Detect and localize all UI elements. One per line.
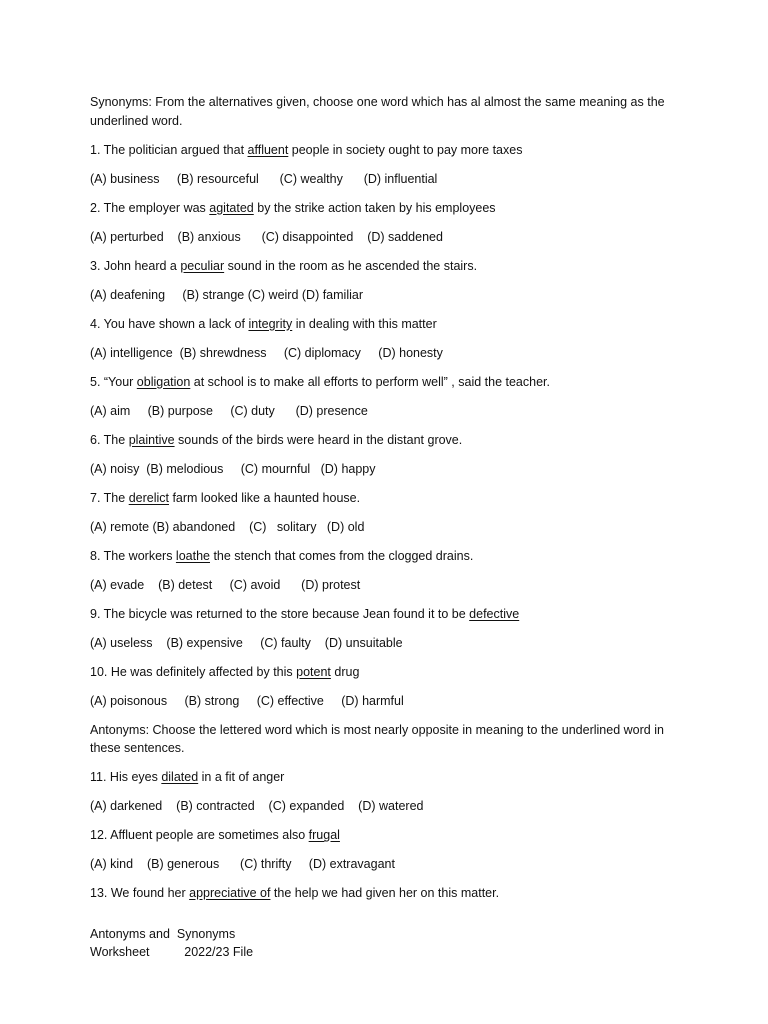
underlined-word: frugal	[308, 828, 340, 842]
footer-line-2: Worksheet 2022/23 File	[90, 945, 254, 959]
question-text: in a fit of anger	[198, 770, 285, 784]
question-text: sounds of the birds were heard in the distant grove.	[174, 432, 463, 447]
underlined-word: defective	[469, 606, 520, 621]
underlined-word: agitated	[209, 200, 254, 215]
question-4	[90, 315, 680, 334]
options-12: (A) kind (B) generous (C) thrifty (D) extravagant	[90, 857, 395, 871]
question-11	[90, 768, 680, 787]
footer-line-1: Antonyms and Synonyms	[90, 927, 236, 941]
question-text: 8. The workers	[90, 548, 176, 563]
question-text: 6. The	[90, 432, 129, 447]
question-text: 7. The	[90, 490, 129, 505]
question-text: 2. The employer was	[90, 200, 210, 215]
question-13	[90, 884, 680, 903]
options-10: (A) poisonous (B) strong (C) effective (D) harmful	[90, 693, 404, 708]
question-text: sound in the room as he ascended the stairs.	[224, 258, 478, 273]
question-text: 3. John heard a	[90, 258, 181, 273]
question-9	[90, 605, 680, 624]
worksheet-body	[90, 93, 680, 913]
antonyms-instructions: Antonyms: Choose the lettered word which is most nearly opposite in meaning to the underlined word in these sentences.	[90, 722, 664, 755]
question-text: 10. He was definitely affected by this	[90, 664, 297, 679]
question-text: 9. The bicycle was returned to the store because Jean found it to be	[90, 606, 470, 621]
question-text: 1. The politician argued that	[90, 142, 248, 157]
question-text: 13. We found her	[90, 886, 190, 900]
question-text: the help we had given her on this matter.	[270, 886, 500, 900]
options-9: (A) useless (B) expensive (C) faulty (D) unsuitable	[90, 635, 403, 650]
underlined-word: potent	[296, 664, 331, 679]
underlined-word: dilated	[161, 770, 199, 784]
question-text: 5. “Your	[90, 374, 137, 389]
underlined-word: derelict	[128, 490, 169, 505]
synonyms-instructions: Synonyms: From the alternatives given, choose one word which has al almost the same meaning as the underlined word.	[90, 95, 665, 128]
underlined-word: obligation	[136, 374, 191, 389]
question-text: by the strike action taken by his employees	[253, 200, 496, 215]
question-8	[90, 547, 680, 566]
options-6: (A) noisy (B) melodious (C) mournful (D) happy	[90, 461, 376, 476]
question-5	[90, 373, 680, 392]
options-1: (A) business (B) resourceful (C) wealthy (D) influential	[90, 171, 438, 186]
underlined-word: integrity	[248, 316, 293, 331]
question-text: 4. You have shown a lack of	[90, 316, 249, 331]
underlined-word: appreciative of	[189, 886, 271, 900]
options-8: (A) evade (B) detest (C) avoid (D) protest	[90, 577, 361, 592]
question-text: 12. Affluent people are sometimes also	[90, 828, 309, 842]
question-text: people in society ought to pay more taxes	[288, 142, 523, 157]
question-text: at school is to make all efforts to perform well” , said the teacher.	[190, 374, 550, 389]
page-footer	[90, 925, 253, 961]
underlined-word: loathe	[175, 548, 210, 563]
question-6	[90, 431, 680, 450]
options-3: (A) deafening (B) strange (C) weird (D) familiar	[90, 287, 363, 302]
options-2: (A) perturbed (B) anxious (C) disappointed (D) saddened	[90, 229, 443, 244]
underlined-word: peculiar	[180, 258, 225, 273]
underlined-word: affluent	[247, 142, 289, 157]
question-12	[90, 826, 680, 845]
question-text: farm looked like a haunted house.	[168, 490, 361, 505]
question-text: in dealing with this matter	[292, 316, 437, 331]
question-10	[90, 663, 680, 682]
question-1	[90, 141, 680, 160]
question-text: drug	[330, 664, 360, 679]
options-11: (A) darkened (B) contracted (C) expanded (D) watered	[90, 799, 424, 813]
underlined-word: plaintive	[128, 432, 175, 447]
options-4: (A) intelligence (B) shrewdness (C) diplomacy (D) honesty	[90, 345, 443, 360]
question-3	[90, 257, 680, 276]
options-7: (A) remote (B) abandoned (C) solitary (D) old	[90, 519, 365, 534]
options-5: (A) aim (B) purpose (C) duty (D) presence	[90, 403, 368, 418]
question-7	[90, 489, 680, 508]
question-text: 11. His eyes	[90, 770, 162, 784]
question-text: the stench that comes from the clogged drains.	[209, 548, 474, 563]
question-2	[90, 199, 680, 218]
